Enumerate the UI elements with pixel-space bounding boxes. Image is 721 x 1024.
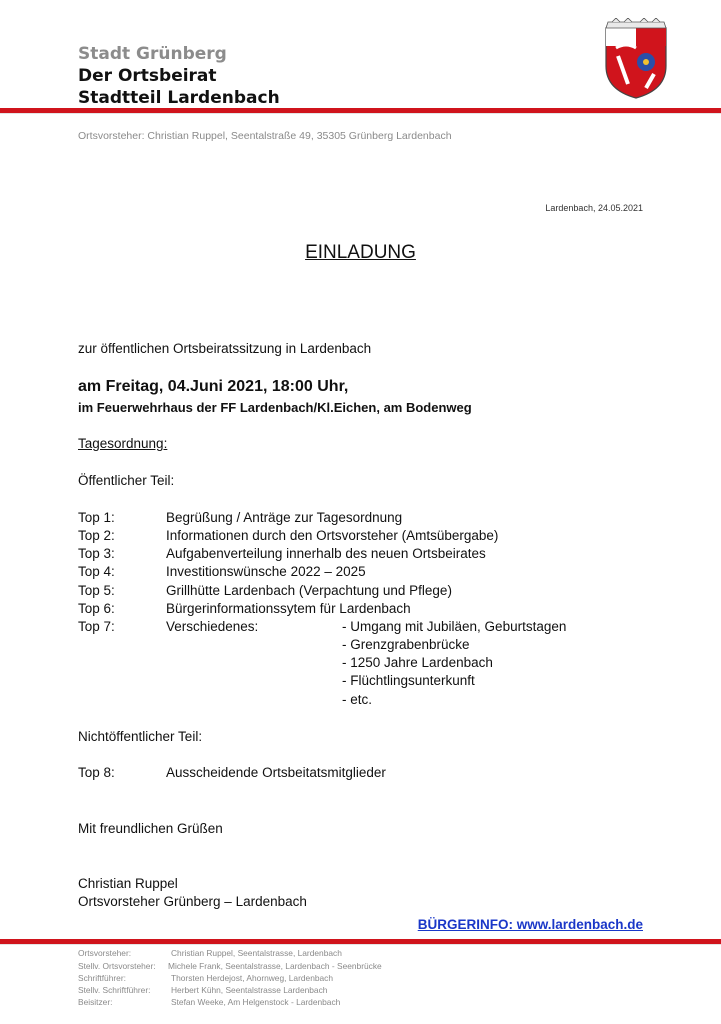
- footer-role: Ortsvorsteher:: [78, 948, 132, 958]
- footer-role: Beisitzer:: [78, 997, 113, 1007]
- agenda-item-text: Bürgerinformationssytem für Lardenbach: [166, 601, 411, 616]
- misc-item: - Umgang mit Jubiläen, Geburtstagen: [342, 619, 567, 634]
- footer-role: Schriftführer:: [78, 973, 126, 983]
- date-line: Lardenbach, 24.05.2021: [545, 203, 643, 213]
- agenda-top-label: Top 6:: [78, 601, 115, 616]
- agenda-item-text: Grillhütte Lardenbach (Verpachtung und Pflege): [166, 583, 452, 598]
- agenda-top-label: Top 5:: [78, 583, 115, 598]
- header-city: Stadt Grünberg: [78, 44, 227, 64]
- agenda-heading: Tagesordnung:: [78, 436, 168, 451]
- agenda-item-text: Begrüßung / Anträge zur Tagesordnung: [166, 510, 403, 525]
- agenda-top-label: Top 4:: [78, 564, 115, 579]
- agenda-item-text: Ausscheidende Ortsbeitatsmitglieder: [166, 765, 386, 780]
- header-district: Stadtteil Lardenbach: [78, 88, 280, 108]
- misc-item: - 1250 Jahre Lardenbach: [342, 655, 493, 670]
- footer-divider: [0, 944, 721, 945]
- agenda-top-label: Top 8:: [78, 765, 115, 780]
- footer-person: Stefan Weeke, Am Helgenstock - Lardenbach: [171, 997, 341, 1007]
- misc-item: - etc.: [342, 692, 373, 707]
- header-council: Der Ortsbeirat: [78, 66, 217, 86]
- intro-text: zur öffentlichen Ortsbeiratssitzung in Lardenbach: [78, 341, 372, 356]
- coat-of-arms-icon: [602, 18, 670, 100]
- document-title: EINLADUNG: [305, 242, 416, 263]
- signature-name: Christian Ruppel: [78, 876, 178, 891]
- footer-role: Stellv. Schriftführer:: [78, 985, 151, 995]
- agenda-item-text: Aufgabenverteilung innerhalb des neuen Ortsbeirates: [166, 546, 486, 561]
- agenda-item-text: Verschiedenes:: [166, 619, 259, 634]
- footer-person: Thorsten Herdejost, Ahornweg, Lardenbach: [171, 973, 334, 983]
- public-part-heading: Öffentlicher Teil:: [78, 473, 175, 488]
- header-divider: [0, 113, 721, 114]
- misc-item: - Grenzgrabenbrücke: [342, 637, 470, 652]
- footer-person: Christian Ruppel, Seentalstrasse, Lardenbach: [171, 948, 342, 958]
- meeting-date: am Freitag, 04.Juni 2021, 18:00 Uhr,: [78, 378, 349, 395]
- agenda-item-text: Investitionswünsche 2022 – 2025: [166, 564, 366, 579]
- meeting-location: im Feuerwehrhaus der FF Lardenbach/Kl.Eichen, am Bodenweg: [78, 400, 472, 415]
- footer-role: Stellv. Ortsvorsteher:: [78, 961, 156, 971]
- closing-text: Mit freundlichen Grüßen: [78, 821, 223, 836]
- agenda-top-label: Top 2:: [78, 528, 115, 543]
- footer-person: Herbert Kühn, Seentalstrasse Lardenbach: [171, 985, 328, 995]
- agenda-top-label: Top 3:: [78, 546, 115, 561]
- nonpublic-part-heading: Nichtöffentlicher Teil:: [78, 729, 203, 744]
- agenda-top-label: Top 7:: [78, 619, 115, 634]
- buergerinfo-link[interactable]: BÜRGERINFO: www.lardenbach.de: [417, 917, 643, 932]
- misc-item: - Flüchtlingsunterkunft: [342, 673, 475, 688]
- agenda-item-text: Informationen durch den Ortsvorsteher (Amtsübergabe): [166, 528, 499, 543]
- footer-person: Michele Frank, Seentalstrasse, Lardenbach - Seenbrücke: [168, 961, 382, 971]
- signature-role: Ortsvorsteher Grünberg – Lardenbach: [78, 894, 307, 909]
- sender-line: Ortsvorsteher: Christian Ruppel, Seentalstraße 49, 35305 Grünberg Lardenbach: [78, 130, 452, 142]
- agenda-top-label: Top 1:: [78, 510, 115, 525]
